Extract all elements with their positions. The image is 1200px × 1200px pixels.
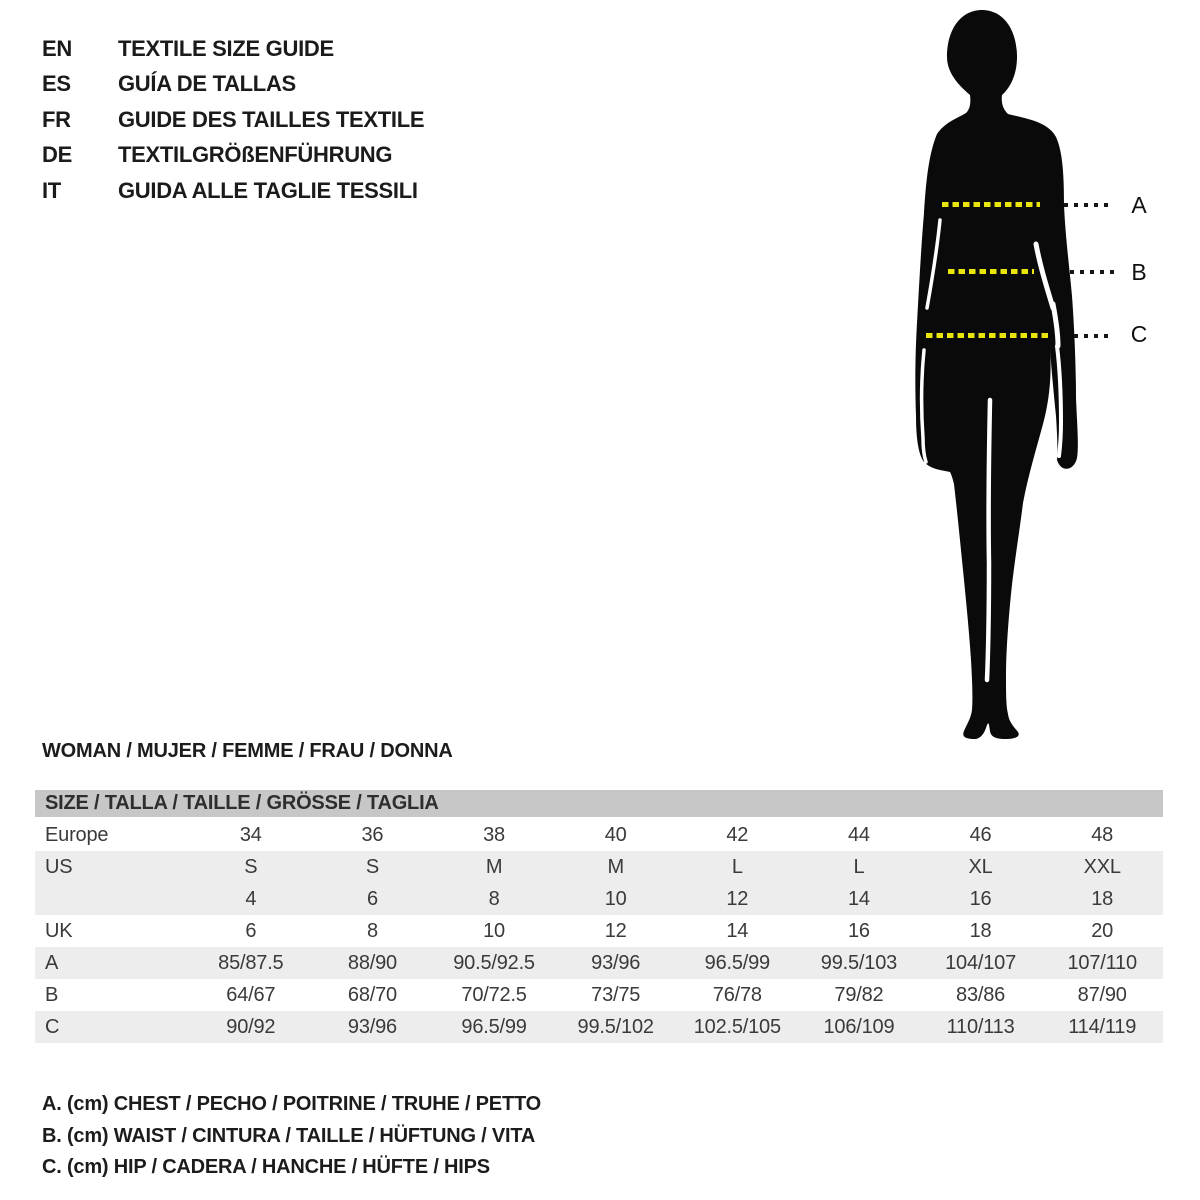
row-label: Europe (45, 823, 109, 846)
size-table (35, 819, 1163, 1043)
legend-chest: A. (cm) CHEST / PECHO / POITRINE / TRUHE / PETTO (42, 1093, 541, 1115)
size-value: 46 (969, 823, 992, 846)
size-value: 48 (1091, 823, 1114, 846)
table-row (35, 851, 1163, 883)
table-row (35, 1011, 1163, 1043)
measurement-legend (42, 1089, 541, 1184)
hip-leader-line (1074, 334, 1114, 338)
size-value: 104/107 (945, 951, 1017, 974)
size-value: 99.5/103 (820, 951, 898, 974)
size-value: 88/90 (347, 951, 397, 974)
language-code: ES (42, 71, 71, 97)
table-row (35, 819, 1163, 851)
size-value: 16 (848, 919, 870, 942)
size-value: 8 (366, 919, 378, 942)
section-title: WOMAN / MUJER / FEMME / FRAU / DONNA (42, 740, 453, 762)
chest-measure-line (942, 202, 1040, 207)
size-value: 44 (848, 823, 870, 846)
size-value: 36 (361, 823, 384, 846)
size-value: 68/70 (347, 983, 397, 1006)
language-title: GUIDE DES TAILLES TEXTILE (118, 106, 425, 132)
legend-hip: C. (cm) HIP / CADERA / HANCHE / HÜFTE / HIPS (42, 1156, 490, 1178)
size-value: 79/82 (834, 983, 884, 1006)
size-value: 8 (488, 887, 500, 910)
language-title: TEXTILGRÖßENFÜHRUNG (118, 142, 393, 168)
size-value: L (853, 855, 865, 878)
marker-label-hip: C (1130, 321, 1148, 347)
size-value: 42 (726, 823, 749, 846)
woman-silhouette (910, 8, 1080, 741)
size-value: XXL (1083, 855, 1121, 878)
size-value: 99.5/102 (577, 1015, 654, 1038)
size-value: 83/86 (956, 983, 1006, 1006)
size-value: 6 (245, 919, 257, 942)
language-title: TEXTILE SIZE GUIDE (118, 35, 334, 61)
language-row (42, 31, 424, 67)
table-row (35, 915, 1163, 947)
size-value: 18 (1091, 887, 1114, 910)
size-value: XL (968, 855, 993, 878)
size-value: 87/90 (1077, 983, 1127, 1006)
language-title: GUÍA DE TALLAS (118, 71, 296, 97)
row-label: B (45, 983, 59, 1006)
size-value: 90/92 (226, 1015, 276, 1038)
row-label: UK (45, 919, 73, 942)
size-value: S (365, 855, 379, 878)
language-title: GUIDA ALLE TAGLIE TESSILI (118, 177, 418, 203)
size-value: 106/109 (823, 1015, 895, 1038)
size-value: 96.5/99 (704, 951, 770, 974)
size-value: 93/96 (347, 1015, 397, 1038)
row-label: US (45, 855, 73, 878)
size-value: 114/119 (1068, 1015, 1137, 1038)
marker-label-waist: B (1131, 259, 1147, 285)
table-row (35, 947, 1163, 979)
size-value: 20 (1091, 919, 1114, 942)
language-row (42, 102, 424, 138)
chest-leader-line (1064, 203, 1114, 207)
language-row (42, 138, 424, 174)
waist-leader-line (1070, 270, 1114, 274)
size-value: 12 (726, 887, 749, 910)
language-code: EN (42, 35, 72, 61)
size-value: 102.5/105 (693, 1015, 781, 1038)
table-header: SIZE / TALLA / TAILLE / GRÖSSE / TAGLIA (35, 790, 1163, 817)
row-label: A (45, 951, 59, 974)
size-value: 64/67 (226, 983, 276, 1006)
size-value: 18 (969, 919, 992, 942)
table-row (35, 883, 1163, 915)
size-value: 76/78 (712, 983, 762, 1006)
language-code: IT (42, 177, 61, 203)
size-value: 85/87.5 (218, 951, 284, 974)
legend-waist: B. (cm) WAIST / CINTURA / TAILLE / HÜFTUNG / VITA (42, 1124, 536, 1147)
size-value: 93/96 (591, 951, 641, 974)
size-value: 10 (604, 887, 627, 910)
size-value: 34 (239, 823, 262, 846)
size-value: 70/72.5 (461, 983, 527, 1006)
size-value: 16 (969, 887, 992, 910)
size-table-container (35, 790, 1163, 1043)
size-value: M (485, 855, 503, 878)
size-value: 4 (245, 887, 257, 910)
size-value: L (731, 855, 743, 878)
size-value: 14 (848, 887, 870, 910)
size-value: 38 (483, 823, 505, 846)
size-value: 6 (366, 887, 378, 910)
size-value: 73/75 (591, 983, 641, 1006)
language-code: DE (42, 142, 72, 168)
table-row (35, 979, 1163, 1011)
waist-measure-line (948, 269, 1034, 274)
language-row (42, 173, 424, 209)
marker-label-chest: A (1131, 192, 1147, 218)
language-list (42, 31, 424, 209)
language-code: FR (42, 106, 71, 132)
language-row (42, 67, 424, 103)
size-value: 90.5/92.5 (453, 951, 535, 974)
size-value: M (607, 855, 624, 878)
size-value: 10 (483, 919, 505, 942)
size-value: 110/113 (946, 1015, 1015, 1038)
size-value: 96.5/99 (461, 1015, 527, 1038)
size-value: 14 (726, 919, 749, 942)
size-value: 12 (604, 919, 627, 942)
size-value: 107/110 (1067, 951, 1137, 974)
size-value: S (244, 855, 258, 878)
size-value: 40 (604, 823, 627, 846)
row-label: C (45, 1015, 60, 1038)
hip-measure-line (926, 333, 1050, 338)
